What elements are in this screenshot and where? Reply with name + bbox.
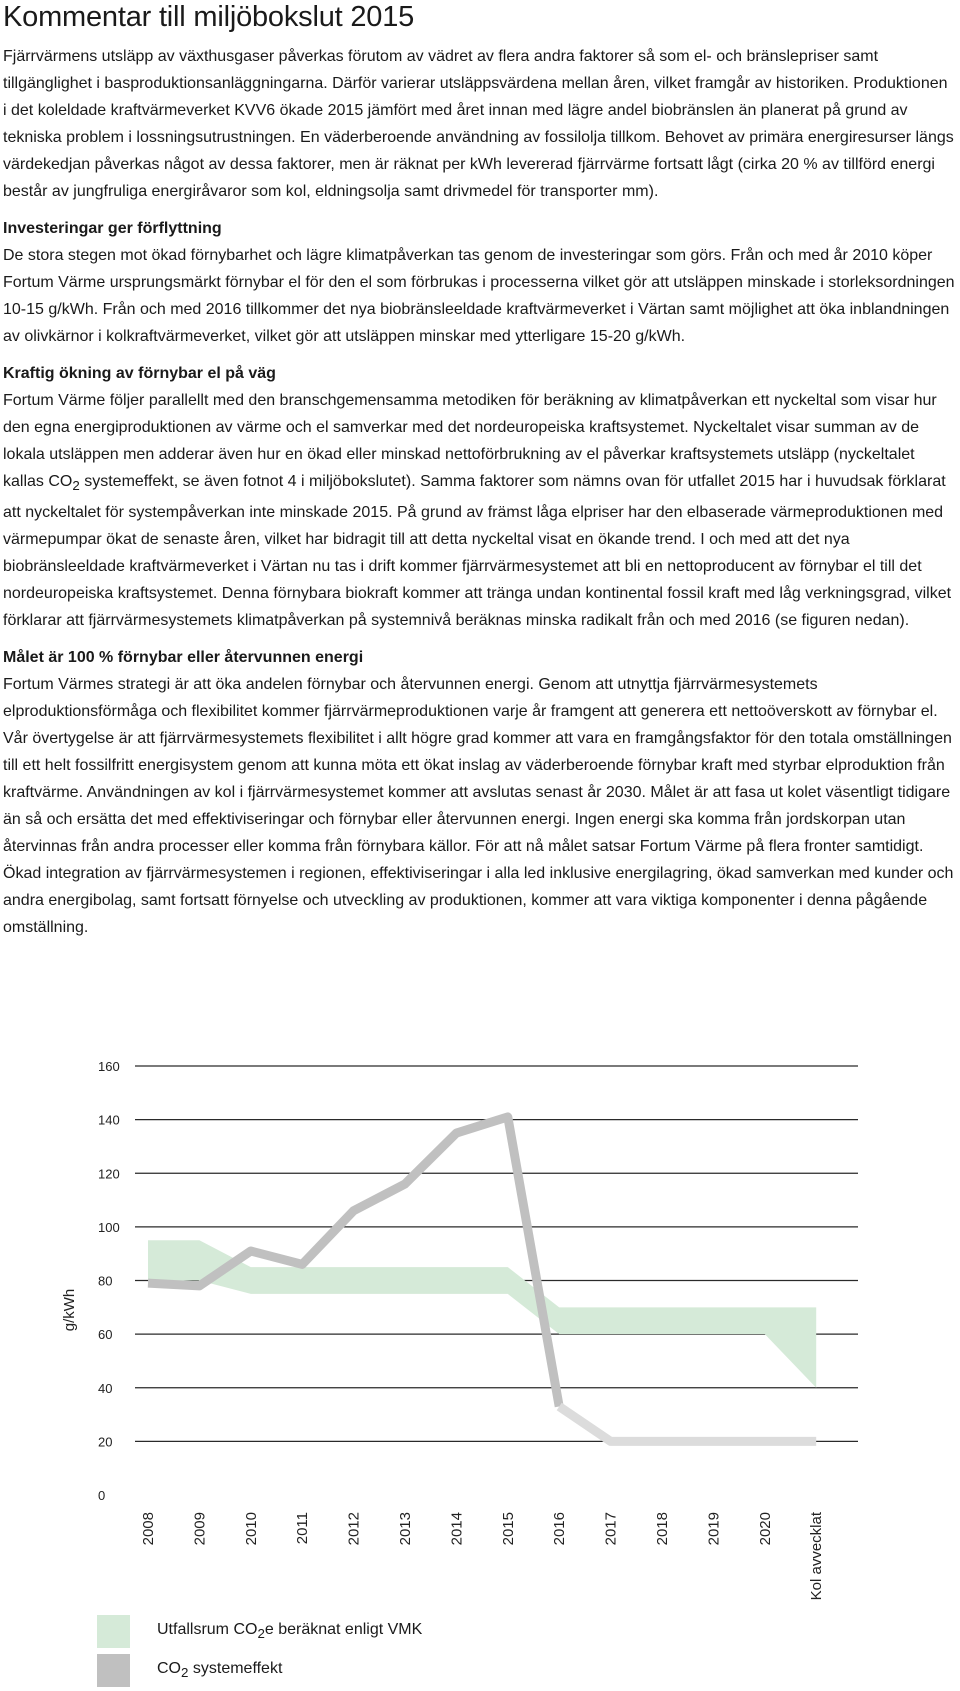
section-body: De stora stegen mot ökad förnybarhet och lägre klimatpåverkan tas genom de investeringar som görs. Från och med år 2010 köper Fortum Värme ursprungsmärkt förnybar el för den el som förbrukas i processerna vilket gör att utsläppen minskade i storleksordningen 10-15 g/kWh. Från och med 2016 tillkommer det nya biobränsleeldade kraftvärmeverket i Värtan samt möjlighet att öka inblandningen av olivkärnor i kolkraftvärmeverket, vilket gör att utsläppen minskar med ytterligare 15-20 g/kWh. xyxy=(3,247,955,345)
y-tick-label: 100 xyxy=(98,1219,120,1235)
x-tick-label: 2018 xyxy=(654,1512,671,1546)
x-tick-label: 2014 xyxy=(448,1512,466,1546)
y-tick-label: 0 xyxy=(98,1488,106,1503)
y-tick-label: 160 xyxy=(98,1059,120,1074)
x-tick-label: 2009 xyxy=(191,1512,209,1546)
section-body-part2: systemeffekt, se även fotnot 4 i miljöbokslutet). Samma faktorer som nämns ovan för utfallet 2015 har i huvudsak förklarat att nyckeltalet för systempåverkan inte minskade 2015. På grund av främst låga elpriser har den elbaserade värmeproduktionen med värmepumpar ökat de senaste åren, vilket har bidragit till att detta nyckeltal visat en ökande trend. I och med att det nya biobränsleeldade kraftvärmeverket i Värtan nu tas i drift kommer fjärrvärmesystemet att bli en nettoproducent av förnybar el till det nordeuropeiska kraftsystemet. Denna förnybara biokraft kommer att tränga undan kontinental fossil kraft med låg verkningsgrad, vilket förklarar att fjärrvärmesystemets klimatpåverkan på systemnivå beräknas minska radikalt från och med 2016 (se figuren nedan). xyxy=(3,473,952,630)
y-tick-label: 40 xyxy=(98,1380,113,1396)
emissions-chart xyxy=(0,1030,960,1691)
x-tick-label: 2011 xyxy=(294,1512,312,1545)
section-body: Fortum Värmes strategi är att öka andelen förnybar och återvunnen energi. Genom att utnyttja fjärrvärmesystemets elproduktionsförmåga och flexibilitet kommer fjärrvärmeproduktionen varje år framgent att generera ett nettoöverskott av förnybar el. Vår övertygelse är att fjärrvärmesystemets flexibilitet i allt högre grad kommer att vara en framgångsfaktor för den totala omställningen till ett helt fossilfritt energisystem genom att kunna möta ett ökat inslag av väderberoende förnybar kraft med styrbar elproduktion från kraftvärme. Användningen av kol i fjärrvärmesystemet kommer att avslutas senast år 2030. Målet är att fasa ut kolet väsentligt tidigare än så och ersätta det med effektiviseringar och förnybar eller återvunnen energi. Ingen energi ska komma från jordskorpan utan återvinnas från andra processer eller komma från förnybara källor. För att nå målet satsar Fortum Värme på flera fronter samtidigt. Ökad integration av fjärrvärmesystemen i regionen, effektiviseringar i alla led inklusive energilagring, ökad samverkan med kunder och andra energibolag, samt fortsatt förnyelse och utveckling av produktionen, kommer att vara viktiga komponenter i denna pågående omställning. xyxy=(3,676,954,937)
x-tick-label: Kol avvecklat xyxy=(808,1512,826,1601)
section-heading: Målet är 100 % förnybar eller återvunnen energi xyxy=(3,649,364,667)
section-fornybar-el xyxy=(3,360,955,634)
legend-swatch-vmk xyxy=(97,1615,130,1648)
chart-svg xyxy=(0,1030,960,1601)
section-body xyxy=(3,387,955,634)
section-body-part1: Fortum Värme följer parallellt med den branschgemensamma metodiken för beräkning av klimatpåverkan ett nyckeltal som visar hur den egna energiproduktionen av värme och el samverkar med det nordeuropeiska kraftsystemet. Nyckeltalet visar summan av de lokala utsläppen men adderar även hur en ökad eller minskad nettoförbrukning av el påverkar kraftsystemets utsläpp (nyckeltalet kallas CO xyxy=(3,392,937,490)
y-tick-label: 20 xyxy=(98,1434,113,1450)
document-page xyxy=(3,0,955,941)
legend-swatch-systemeffekt xyxy=(97,1654,130,1687)
y-tick-label: 120 xyxy=(98,1166,120,1182)
x-tick-label: 2017 xyxy=(602,1512,620,1546)
x-tick-label: 2019 xyxy=(705,1512,723,1546)
section-body-subscript: 2 xyxy=(72,478,80,494)
section-heading: Investeringar ger förflyttning xyxy=(3,220,222,237)
x-tick-label: 2015 xyxy=(499,1512,517,1546)
x-tick-label: 2016 xyxy=(551,1512,569,1546)
x-tick-label: 2010 xyxy=(242,1512,260,1546)
y-tick-label: 80 xyxy=(98,1273,113,1289)
legend-label-vmk: Utfallsrum $CO_2e$ beräknat enligt VMK xyxy=(157,1621,423,1642)
section-heading: Kraftig ökning av förnybar el på väg xyxy=(3,365,276,382)
legend-label-systemeffekt: $CO_2$ systemeffekt xyxy=(157,1660,283,1681)
section-malet xyxy=(3,644,955,941)
x-tick-label: 2008 xyxy=(140,1512,157,1546)
intro-paragraph: Fjärrvärmens utsläpp av växthusgaser påverkas förutom av vädret av flera andra faktorer så som el- och bränslepriser samt tillgänglighet i basproduktionsanläggningarna. Därför varierar utsläppsvärdena mellan åren, vilket framgår av historiken. Produktionen i det koleldade kraftvärmeverket KVV6 ökade 2015 jämfört med året innan med lägre andel biobränslen än planerat på grund av tekniska problem i lossningsutrustningen. En väderberoende användning av fossilolja tillkom. Behovet av primära energiresurser längs värdekedjan påverkas något av dessa faktorer, men är räknat per kWh levererad fjärrvärme fortsatt lågt (cirka 20 % av tillförd energi består av jungfruliga energiråvaror som kol, eldningsolja samt drivmedel för transporter mm). xyxy=(3,48,954,200)
x-tick-label: 2013 xyxy=(397,1512,414,1546)
y-axis-label: g/kWh xyxy=(61,1288,78,1332)
x-tick-label: 2012 xyxy=(345,1512,363,1546)
y-tick-label: 60 xyxy=(98,1327,113,1343)
x-tick-label: 2020 xyxy=(756,1512,774,1546)
page-title: Kommentar till miljöbokslut 2015 xyxy=(3,1,415,33)
y-tick-label: 140 xyxy=(98,1112,120,1128)
section-investeringar xyxy=(3,215,955,350)
series-band-vmk xyxy=(148,1240,816,1387)
series-line-systemeffekt-projection xyxy=(559,1407,816,1442)
